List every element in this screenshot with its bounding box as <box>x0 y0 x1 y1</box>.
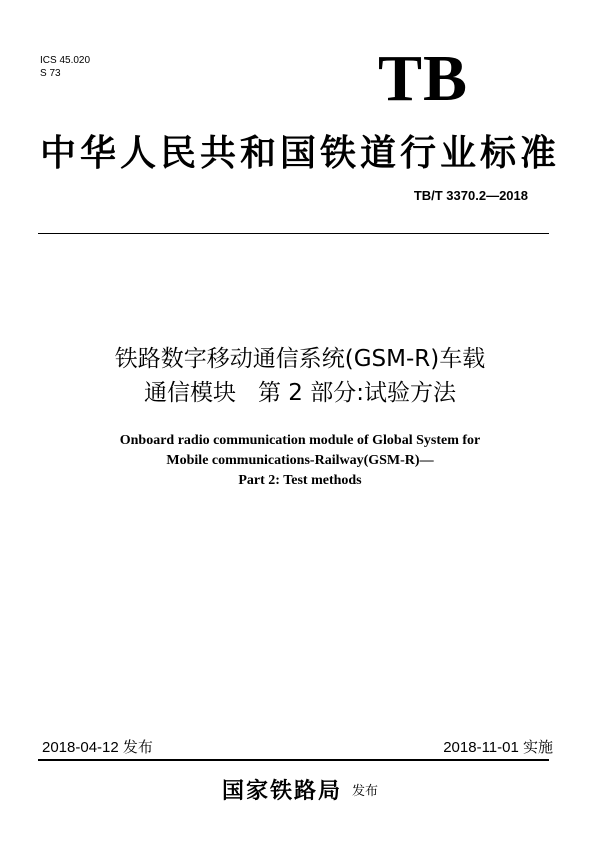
issuer-line <box>0 774 600 805</box>
classification-block <box>40 54 90 80</box>
en-title-line-3: Part 2: Test methods <box>238 473 362 488</box>
en-title-line-2: Mobile communications-Railway(GSM-R)— <box>166 453 434 468</box>
tb-logo: TB <box>378 42 469 115</box>
standard-title: 中华人民共和国铁道行业标准 <box>39 133 560 174</box>
category-code: S 73 <box>40 68 61 79</box>
issuer-suffix: 发布 <box>352 784 379 799</box>
publish-date: 2018-04-12 发布 <box>42 739 153 756</box>
header-divider <box>38 233 549 234</box>
footer-divider <box>38 759 549 761</box>
cn-title-line-2: 通信模块 第 2 部分:试验方法 <box>144 380 456 406</box>
en-title-line-1: Onboard radio communication module of Global System for <box>119 433 481 448</box>
implement-date: 2018-11-01 实施 <box>443 739 553 756</box>
cn-title-line-1: 铁路数字移动通信系统(GSM-R)车载 <box>114 346 486 372</box>
ics-code: ICS 45.020 <box>40 55 91 66</box>
standard-code: TB/T 3370.2—2018 <box>413 188 528 203</box>
issuer-name: 国家铁路局 <box>221 779 342 804</box>
